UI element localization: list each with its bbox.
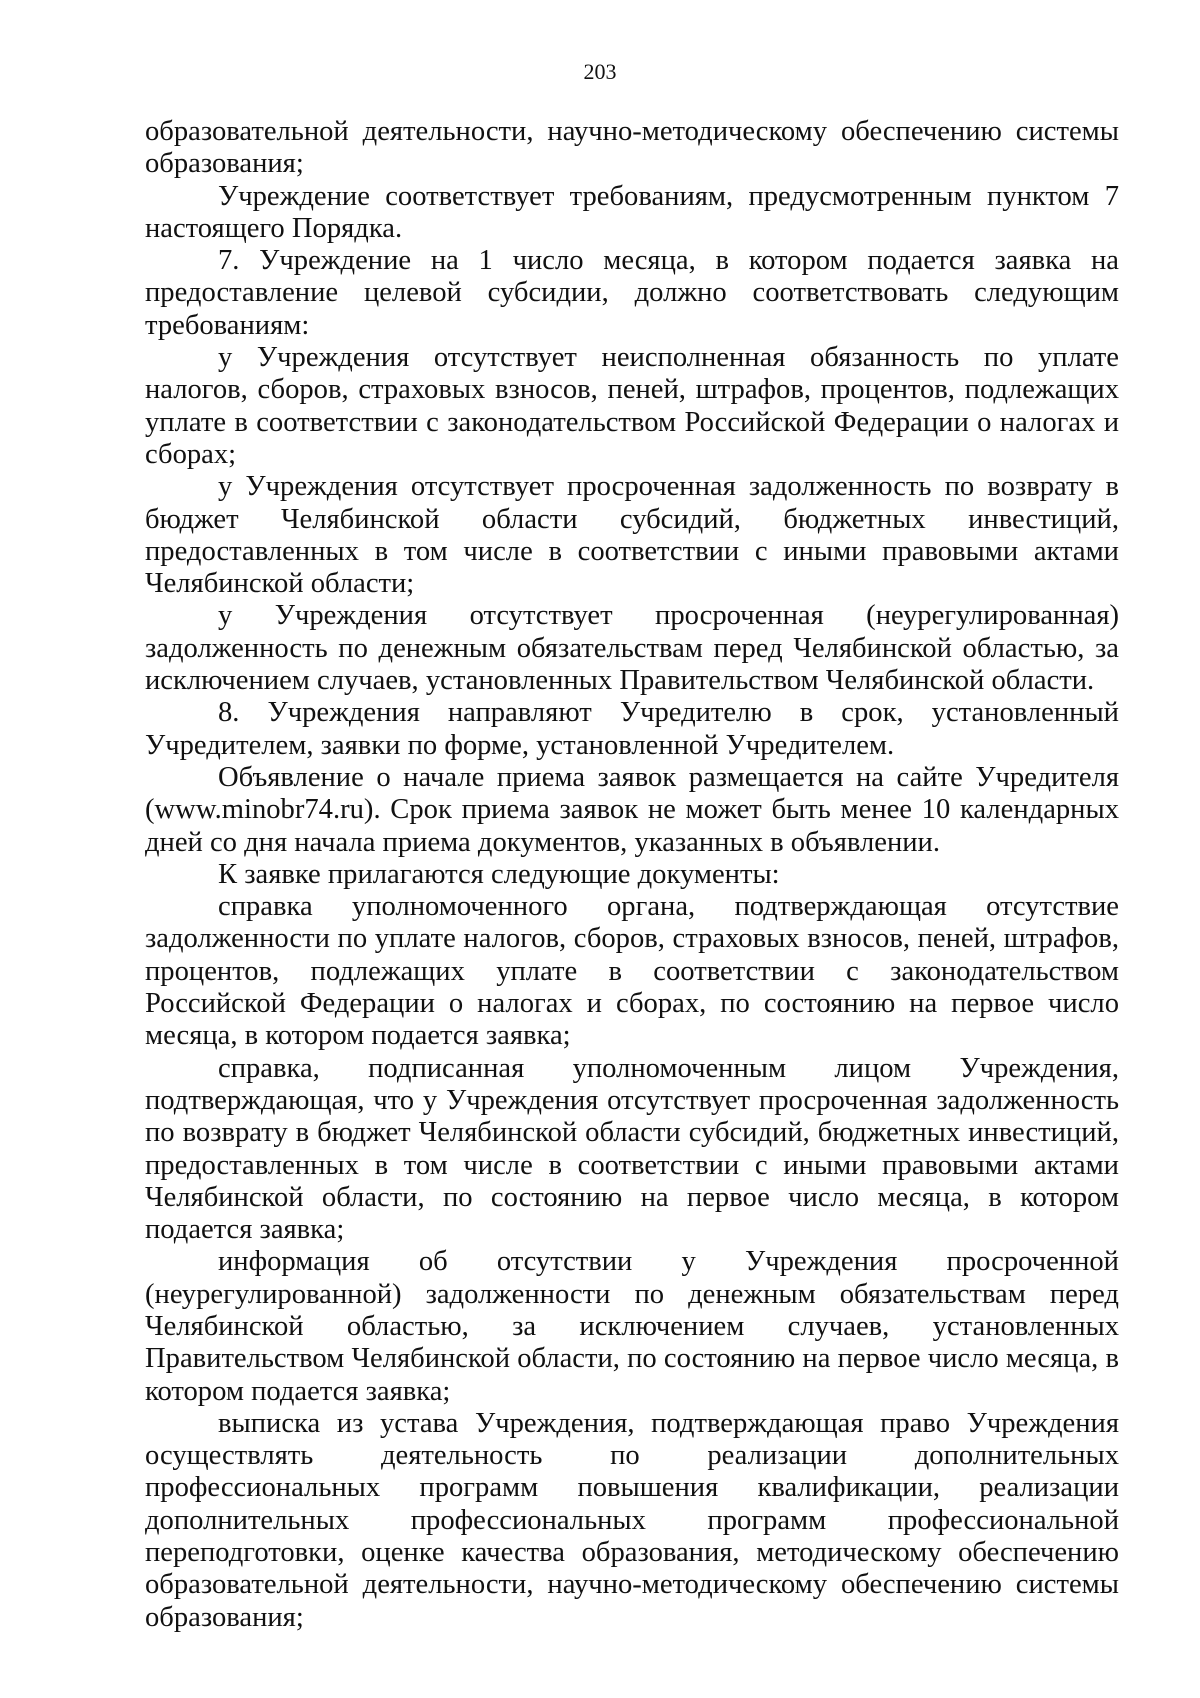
paragraph: справка уполномоченного органа, подтверждающая отсутствие задолженности по уплате налогов, сборов, страховых взносов, пеней, штрафов, процентов, подлежащих уплате в соответствии с законодательством Российской Федерации о налогах и сборах, по состоянию на первое число месяца, в котором подается заявка; (145, 891, 1119, 1052)
paragraph: 7. Учреждение на 1 число месяца, в котором подается заявка на предоставление целевой субсидии, должно соответствовать следующим требованиям: (145, 245, 1119, 341)
paragraph: у Учреждения отсутствует просроченная (неурегулированная) задолженность по денежным обязательствам перед Челябинской областью, за исключением случаев, установленных Правительством Челябинской области. (145, 600, 1119, 697)
paragraph: Объявление о начале приема заявок размещается на сайте Учредителя (www.minobr74.ru). Срок приема заявок не может быть менее 10 календарных дней со дня начала приема документов, указанных в объявлении. (145, 761, 1119, 858)
paragraph: информация об отсутствии у Учреждения просроченной (неурегулированной) задолженности по денежным обязательствам перед Челябинской областью, за исключением случаев, установленных Правительством Челябинской области, по состоянию на первое число месяца, в котором подается заявка; (145, 1246, 1119, 1407)
paragraph: справка, подписанная уполномоченным лицом Учреждения, подтверждающая, что у Учреждения отсутствует просроченная задолженность по возврату в бюджет Челябинской области субсидий, бюджетных инвестиций, предоставленных в том числе в соответствии с иными правовыми актами Челябинской области, по состоянию на первое число месяца, в котором подается заявка; (145, 1052, 1119, 1246)
page-number: 203 (583, 59, 617, 84)
paragraph: Учреждение соответствует требованиям, предусмотренным пунктом 7 настоящего Порядка. (145, 180, 1119, 244)
paragraph: К заявке прилагаются следующие документы: (218, 858, 780, 890)
paragraph: у Учреждения отсутствует неисполненная обязанность по уплате налогов, сборов, страховых взносов, пеней, штрафов, процентов, подлежащих уплате в соответствии с законодательством Российской Федерации о налогах и сборах; (145, 342, 1119, 470)
paragraph: у Учреждения отсутствует просроченная задолженность по возврату в бюджет Челябинской области субсидий, бюджетных инвестиций, предоставленных в том числе в соответствии с иными правовыми актами Челябинской области; (145, 471, 1119, 600)
paragraph: выписка из устава Учреждения, подтверждающая право Учреждения осуществлять деятельность по реализации дополнительных профессиональных программ повышения квалификации, реализации дополнительных профессиональных программ профессиональной переподготовки, оценке качества образования, методическому обеспечению образовательной деятельности, научно-методическому обеспечению системы образования; (145, 1407, 1119, 1633)
paragraph: образовательной деятельности, научно-методическому обеспечению системы образования; (145, 116, 1119, 180)
paragraph: 8. Учреждения направляют Учредителю в срок, установленный Учредителем, заявки по форме, установленной Учредителем. (145, 697, 1119, 761)
document-body (145, 116, 1119, 1634)
